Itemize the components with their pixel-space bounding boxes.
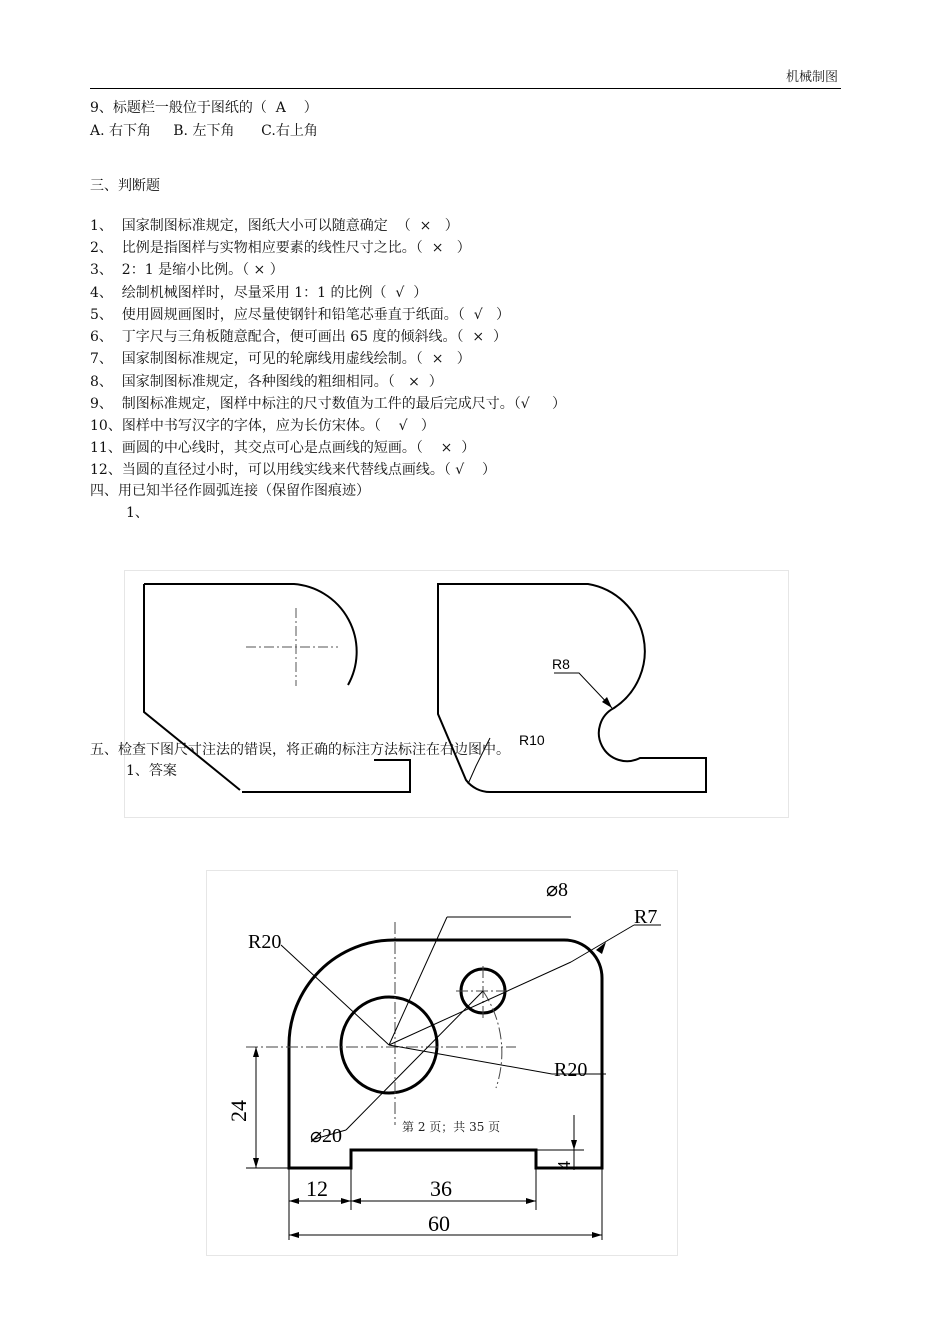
judgment-item: 6、 丁字尺与三角板随意配合，便可画出 65 度的倾斜线。（ × ） bbox=[90, 329, 508, 345]
question-9-options: A. 右下角 B. 左下角 C.右上角 bbox=[90, 123, 318, 139]
figure-2-label-60: 60 bbox=[428, 1211, 450, 1236]
figure-2-label-r20-right: R20 bbox=[554, 1059, 588, 1081]
judgment-item: 3、 2：1 是缩小比例。（ × ） bbox=[90, 262, 284, 278]
figure-1-label-r10: R10 bbox=[519, 732, 545, 748]
figure-1-arc-connection bbox=[124, 570, 788, 818]
judgment-item: 12、当圆的直径过小时，可以用线实线来代替线点画线。（ √ ） bbox=[90, 462, 496, 478]
figure-2-label-12: 12 bbox=[306, 1176, 328, 1201]
section-3-title: 三、判断题 bbox=[90, 178, 160, 194]
judgment-item: 5、 使用圆规画图时，应尽量使钢针和铅笔芯垂直于纸面。（ √ ） bbox=[90, 307, 510, 323]
judgment-item: 10、图样中书写汉字的字体，应为长仿宋体。（ √ ） bbox=[90, 418, 435, 434]
section-5-sub: 1、答案 bbox=[126, 763, 177, 779]
header-rule bbox=[90, 88, 841, 89]
judgment-item: 11、画圆的中心线时，其交点可心是点画线的短画。（ × ） bbox=[90, 440, 476, 456]
figure-2-label-dia8: ⌀8 bbox=[546, 879, 569, 901]
figure-1-left-outline bbox=[144, 584, 410, 792]
figure-2-label-36: 36 bbox=[430, 1176, 452, 1201]
judgment-item: 1、 国家制图标准规定，图纸大小可以随意确定 （ × ） bbox=[90, 218, 459, 234]
judgment-item: 9、 制图标准规定，图样中标注的尺寸数值为工件的最后完成尺寸。（√ ） bbox=[90, 396, 566, 412]
figure-2-dimensioning bbox=[206, 870, 677, 1256]
figure-2-label-r20-top: R20 bbox=[248, 931, 282, 953]
section-5-title: 五、检查下图尺寸注法的错误，将正确的标注方法标注在右边图中。 bbox=[90, 742, 510, 758]
page-footer: 第 2 页；共 35 页 bbox=[402, 1120, 501, 1134]
judgment-item: 2、 比例是指图样与实物相应要素的线性尺寸之比。（ × ） bbox=[90, 240, 471, 256]
section-4-title: 四、用已知半径作圆弧连接（保留作图痕迹） bbox=[90, 483, 370, 499]
figure-1-centerlines bbox=[246, 608, 338, 686]
figure-2-label-r7: R7 bbox=[634, 906, 658, 928]
figure-2-label-4: 4 bbox=[554, 1161, 574, 1170]
figure-2-leaders bbox=[281, 917, 661, 1140]
figure-1-leaders bbox=[468, 673, 612, 784]
figure-2-label-dia20: ⌀20 bbox=[310, 1125, 343, 1147]
judgment-item: 8、 国家制图标准规定，各种图线的粗细相同。（ × ） bbox=[90, 374, 443, 390]
judgment-item: 7、 国家制图标准规定，可见的轮廓线用虚线绘制。（ × ） bbox=[90, 351, 471, 367]
header-title: 机械制图 bbox=[785, 70, 838, 85]
question-9: 9、标题栏一般位于图纸的（ A ） bbox=[90, 100, 318, 116]
section-4-sub: 1、 bbox=[126, 505, 149, 521]
judgment-item: 4、 绘制机械图样时，尽量采用 1：1 的比例（ √ ） bbox=[90, 285, 428, 301]
figure-2-label-24: 24 bbox=[226, 1100, 251, 1122]
figure-1-label-r8: R8 bbox=[552, 656, 570, 672]
